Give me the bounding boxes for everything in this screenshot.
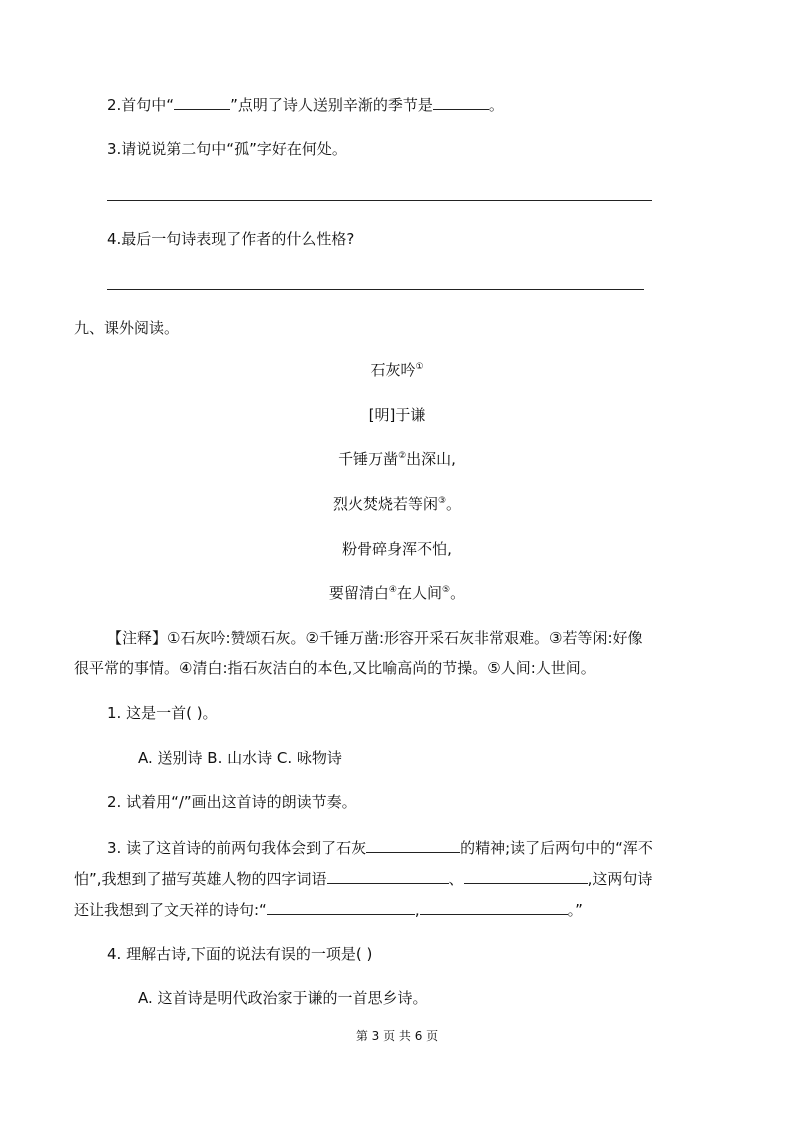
poem-line: 千锤万凿②出深山, [338, 450, 456, 468]
answer-blank[interactable] [174, 94, 230, 110]
annotation-line: 【注释】①石灰吟:赞颂石灰。②千锤万凿:形容开采石灰非常艰难。③若等闲:好像 [107, 629, 643, 647]
answer-blank[interactable] [366, 837, 460, 853]
exercise-1-options: A. 送别诗 B. 山水诗 C. 咏物诗 [138, 749, 342, 767]
poem-line: 烈火焚烧若等闲③。 [332, 495, 462, 513]
exercise-4-option-a: A. 这首诗是明代政治家于谦的一首思乡诗。 [138, 989, 428, 1007]
answer-line[interactable] [107, 200, 652, 201]
section-heading: 九、课外阅读。 [74, 319, 180, 337]
poem-line: 要留清白④在人间⑤。 [328, 584, 466, 602]
poem-line: 粉骨碎身浑不怕, [342, 540, 452, 558]
answer-line[interactable] [107, 289, 644, 290]
poem-title: 石灰吟① [370, 361, 424, 379]
exercise-2: 2. 试着用“/”画出这首诗的朗读节奏。 [107, 793, 357, 811]
answer-blank[interactable] [420, 899, 568, 915]
exercise-3-line: 还让我想到了文天祥的诗句:“ , 。” [74, 901, 583, 919]
annotation-line: 很平常的事情。④清白:指石灰洁白的本色,又比喻高尚的节操。⑤人间:人世间。 [74, 659, 596, 677]
footnote-marker: ⑤ [442, 585, 451, 595]
answer-blank[interactable] [433, 94, 489, 110]
poem-author: [明]于谦 [368, 406, 426, 424]
question-3: 3.请说说第二句中“孤”字好在何处。 [107, 140, 347, 158]
exercise-4: 4. 理解古诗,下面的说法有误的一项是( ) [107, 945, 373, 963]
exercise-3-line: 3. 读了这首诗的前两句我体会到了石灰 的精神;读了后两句中的“浑不 [107, 839, 653, 857]
footnote-marker: ② [398, 451, 407, 461]
footnote-marker: ① [415, 362, 424, 372]
answer-blank[interactable] [464, 868, 588, 884]
question-4: 4.最后一句诗表现了作者的什么性格? [107, 230, 355, 248]
page-footer: 第 3 页 共 6 页 [355, 1029, 439, 1043]
answer-blank[interactable] [267, 899, 415, 915]
question-2: 2.首句中“ ”点明了诗人送别辛渐的季节是 。 [107, 96, 504, 114]
exercise-3-line: 怕”,我想到了描写英雄人物的四字词语 、 ,这两句诗 [74, 870, 653, 888]
answer-blank[interactable] [327, 868, 449, 884]
footnote-marker: ③ [437, 496, 447, 506]
footnote-marker: ④ [388, 585, 397, 595]
exercise-1: 1. 这是一首( )。 [107, 704, 218, 722]
